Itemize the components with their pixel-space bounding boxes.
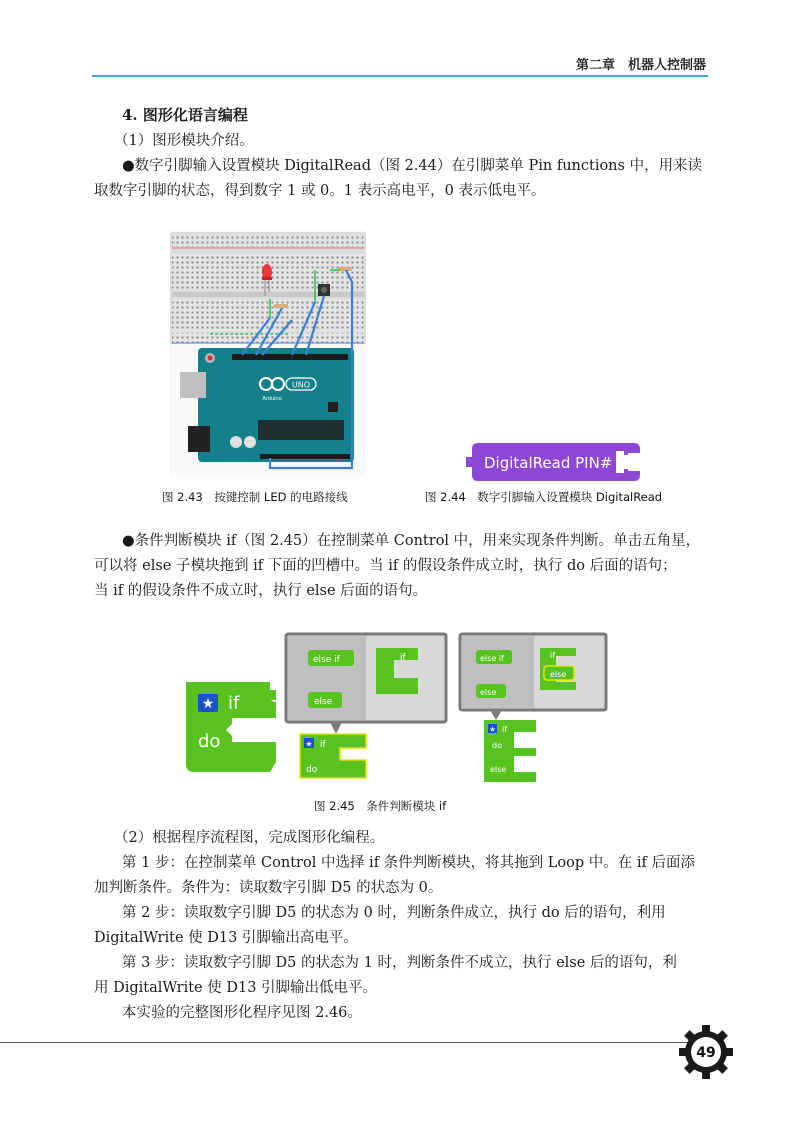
if-label: if (228, 693, 240, 714)
small-if-else-block-right (484, 720, 536, 782)
resistor-icon (338, 267, 352, 271)
step1-line2: 加判断条件。条件为：读取数字引脚 D5 的状态为 0。 (94, 880, 443, 896)
circuit-wiring-figure (170, 230, 366, 476)
mutator-panel-left (286, 634, 446, 734)
star-icon: ★ (201, 696, 215, 712)
else-block-label: else (314, 697, 333, 707)
svg-text:do: do (306, 765, 318, 775)
svg-text:else: else (550, 670, 567, 679)
svg-text:else if: else if (480, 654, 504, 663)
header-rule (92, 75, 708, 77)
mutator-panel-right (460, 634, 606, 720)
else-if-block-label: else if (313, 655, 340, 665)
resistor-icon (274, 304, 288, 308)
step2-line1: 第 2 步：读取数字引脚 D5 的状态为 0 时，判断条件成立，执行 do 后的语句，利用 (122, 905, 666, 921)
para1-line1: ●数字引脚输入设置模块 DigitalRead（图 2.44）在引脚菜单 Pin functions 中，用来读 (122, 158, 703, 174)
arduino-board (180, 348, 354, 462)
footer-rule (0, 1042, 690, 1043)
para2-line1: ●条件判断模块 if（图 2.45）在控制菜单 Control 中，用来实现条件判断。单击五角星， (122, 533, 701, 549)
figure-2-44-caption: 图 2.44 数字引脚输入设置模块 DigitalRead (425, 490, 663, 504)
para2-line3: 当 if 的假设条件不成立时，执行 else 后面的语句。 (94, 583, 428, 599)
para2-line2: 可以将 else 子模块拖到 if 下面的凹槽中。当 if 的假设条件成立时，执行 do 后面的语句； (94, 558, 677, 574)
svg-text:if: if (320, 740, 326, 750)
svg-text:if: if (502, 725, 508, 734)
subsection-2: （2）根据程序流程图，完成图形化编程。 (114, 830, 385, 846)
digitalread-block (466, 443, 648, 481)
large-if-block (186, 682, 276, 772)
closing-sentence: 本实验的完整图形化程序见图 2.46。 (122, 1005, 362, 1021)
page-number: 49 (696, 1045, 716, 1061)
svg-text:★: ★ (489, 725, 496, 734)
digitalread-block-label: DigitalRead PIN# (484, 454, 613, 472)
step3-line1: 第 3 步：读取数字引脚 D5 的状态为 1 时，判断条件不成立，执行 else 后的语句，利 (122, 955, 677, 971)
svg-text:★: ★ (305, 739, 313, 749)
section-heading: 4. 图形化语言编程 (122, 106, 248, 124)
board-model-label: UNO (291, 380, 311, 390)
if-block-figure (180, 632, 610, 792)
push-button-icon (318, 284, 330, 296)
svg-text:if: if (550, 651, 556, 660)
figure-2-43-caption: 图 2.43 按键控制 LED 的电路接线 (162, 490, 348, 504)
small-if-block-left (300, 734, 366, 778)
figure-2-45-caption: 图 2.45 条件判断模块 if (314, 799, 447, 813)
step2-line2: DigitalWrite 使 D13 引脚输出高电平。 (94, 930, 358, 946)
do-label: do (198, 731, 221, 752)
board-brand-label: Arduino (262, 396, 282, 402)
chapter-title: 第二章 机器人控制器 (575, 58, 706, 73)
page-number-badge (678, 1024, 734, 1080)
svg-text:do: do (492, 741, 502, 750)
step1-line1: 第 1 步：在控制菜单 Control 中选择 if 条件判断模块，将其拖到 Loop 中。在 if 后面添 (122, 855, 695, 871)
step3-line2: 用 DigitalWrite 使 D13 引脚输出低电平。 (94, 980, 378, 996)
if-container-label: if (400, 653, 406, 663)
svg-text:else: else (490, 765, 507, 774)
para1-line2: 取数字引脚的状态，得到数字 1 或 0。1 表示高电平，0 表示低电平。 (94, 183, 546, 199)
svg-text:else: else (480, 688, 497, 697)
subsection-1: （1）图形模块介绍。 (114, 133, 254, 149)
